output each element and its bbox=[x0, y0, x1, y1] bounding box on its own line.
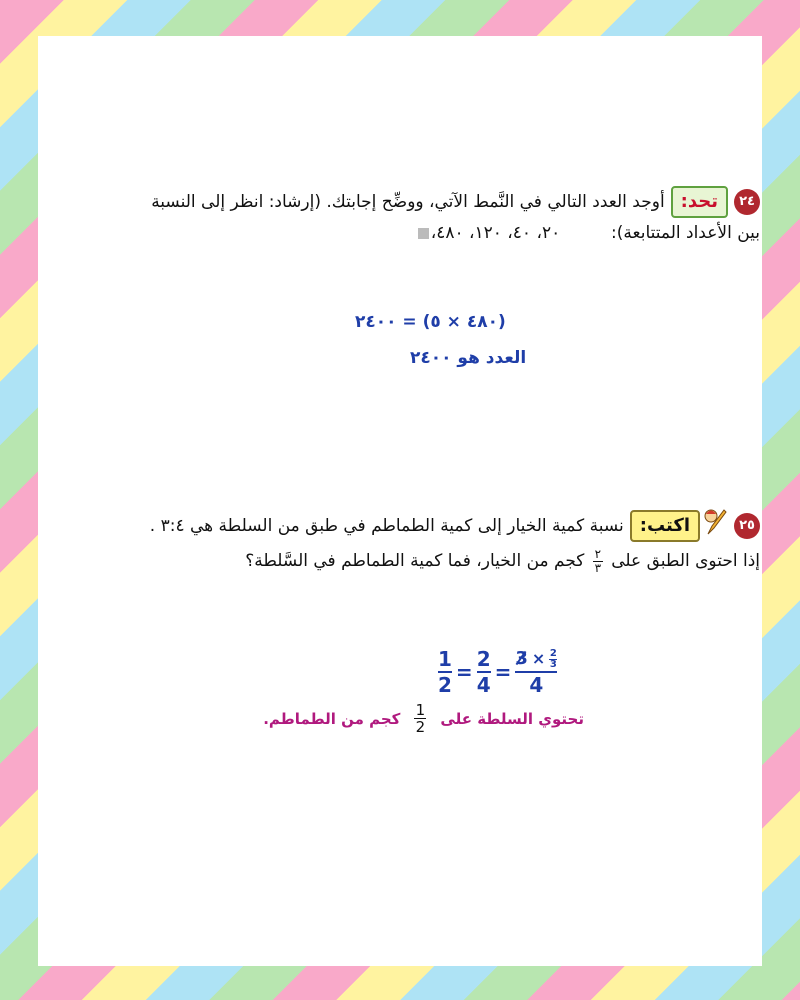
write-label: اكتب: bbox=[630, 510, 700, 542]
numerator: 1 bbox=[415, 701, 426, 719]
question-24-text: أوجد العدد التالي في النَّمط الآتي، ووضِّح إجابتك. (إرشاد: انظر إلى النسبة bbox=[151, 192, 665, 212]
sequence-values: ٢٠، ٤٠، ١٢٠، ٤٨٠، bbox=[430, 223, 561, 243]
denominator: 3 bbox=[549, 658, 557, 670]
numerator: 2 bbox=[549, 647, 557, 659]
challenge-label: تحد: bbox=[671, 186, 728, 218]
answer-25-equation bbox=[434, 648, 561, 696]
question-number-badge: ٢٥ bbox=[734, 513, 760, 539]
fraction-numerator: ٢ bbox=[594, 546, 602, 561]
equals-sign: = bbox=[455, 660, 473, 684]
question-25-line1 bbox=[60, 506, 760, 546]
pencil-character-icon bbox=[702, 506, 728, 546]
answer-24-result: العدد هو ٢٤٠٠ bbox=[410, 348, 527, 368]
fraction-two-fourths bbox=[477, 648, 491, 696]
question-25-text-b: كجم من الخيار، فما كمية الطماطم في السَّلطة؟ bbox=[245, 551, 585, 571]
small-fraction bbox=[549, 649, 557, 670]
answer-text-a: تحتوي السلطة على bbox=[440, 709, 584, 728]
cancelled-three bbox=[515, 648, 528, 670]
denominator: 4 bbox=[476, 673, 491, 697]
question-24-line2 bbox=[70, 218, 760, 248]
numerator: 3 bbox=[515, 648, 528, 669]
fraction-one-half bbox=[438, 648, 452, 696]
given-fraction bbox=[593, 548, 603, 575]
denominator: 2 bbox=[438, 673, 452, 697]
question-25-text-a: إذا احتوى الطبق على bbox=[611, 551, 760, 571]
fraction-denominator: ٣ bbox=[594, 560, 602, 575]
question-24-line1 bbox=[70, 186, 760, 218]
numerator: 2 bbox=[476, 647, 491, 671]
worksheet-card bbox=[38, 36, 762, 966]
denominator: 2 bbox=[415, 718, 426, 736]
question-25-text: نسبة كمية الخيار إلى كمية الطماطم في طبق من السلطة هي ٣:٤ . bbox=[149, 516, 624, 536]
answer-25-statement bbox=[244, 702, 584, 735]
question-25 bbox=[60, 506, 760, 576]
question-number-badge: ٢٤ bbox=[734, 189, 760, 215]
times-sign: × bbox=[531, 649, 546, 668]
sequence-intro: بين الأعداد المتتابعة): bbox=[611, 223, 760, 243]
question-24 bbox=[70, 186, 760, 248]
missing-term-box bbox=[418, 228, 429, 239]
denominator: 4 bbox=[529, 673, 544, 697]
question-25-line2 bbox=[60, 546, 760, 576]
fraction-product bbox=[515, 648, 557, 696]
answer-text-b: كجم من الطماطم. bbox=[263, 709, 401, 728]
answer-24-calculation: (٤٨٠ × ٥) = ٢٤٠٠ bbox=[355, 312, 506, 332]
numerator: 1 bbox=[438, 647, 452, 671]
equals-sign: = bbox=[494, 660, 512, 684]
answer-fraction bbox=[414, 702, 426, 735]
